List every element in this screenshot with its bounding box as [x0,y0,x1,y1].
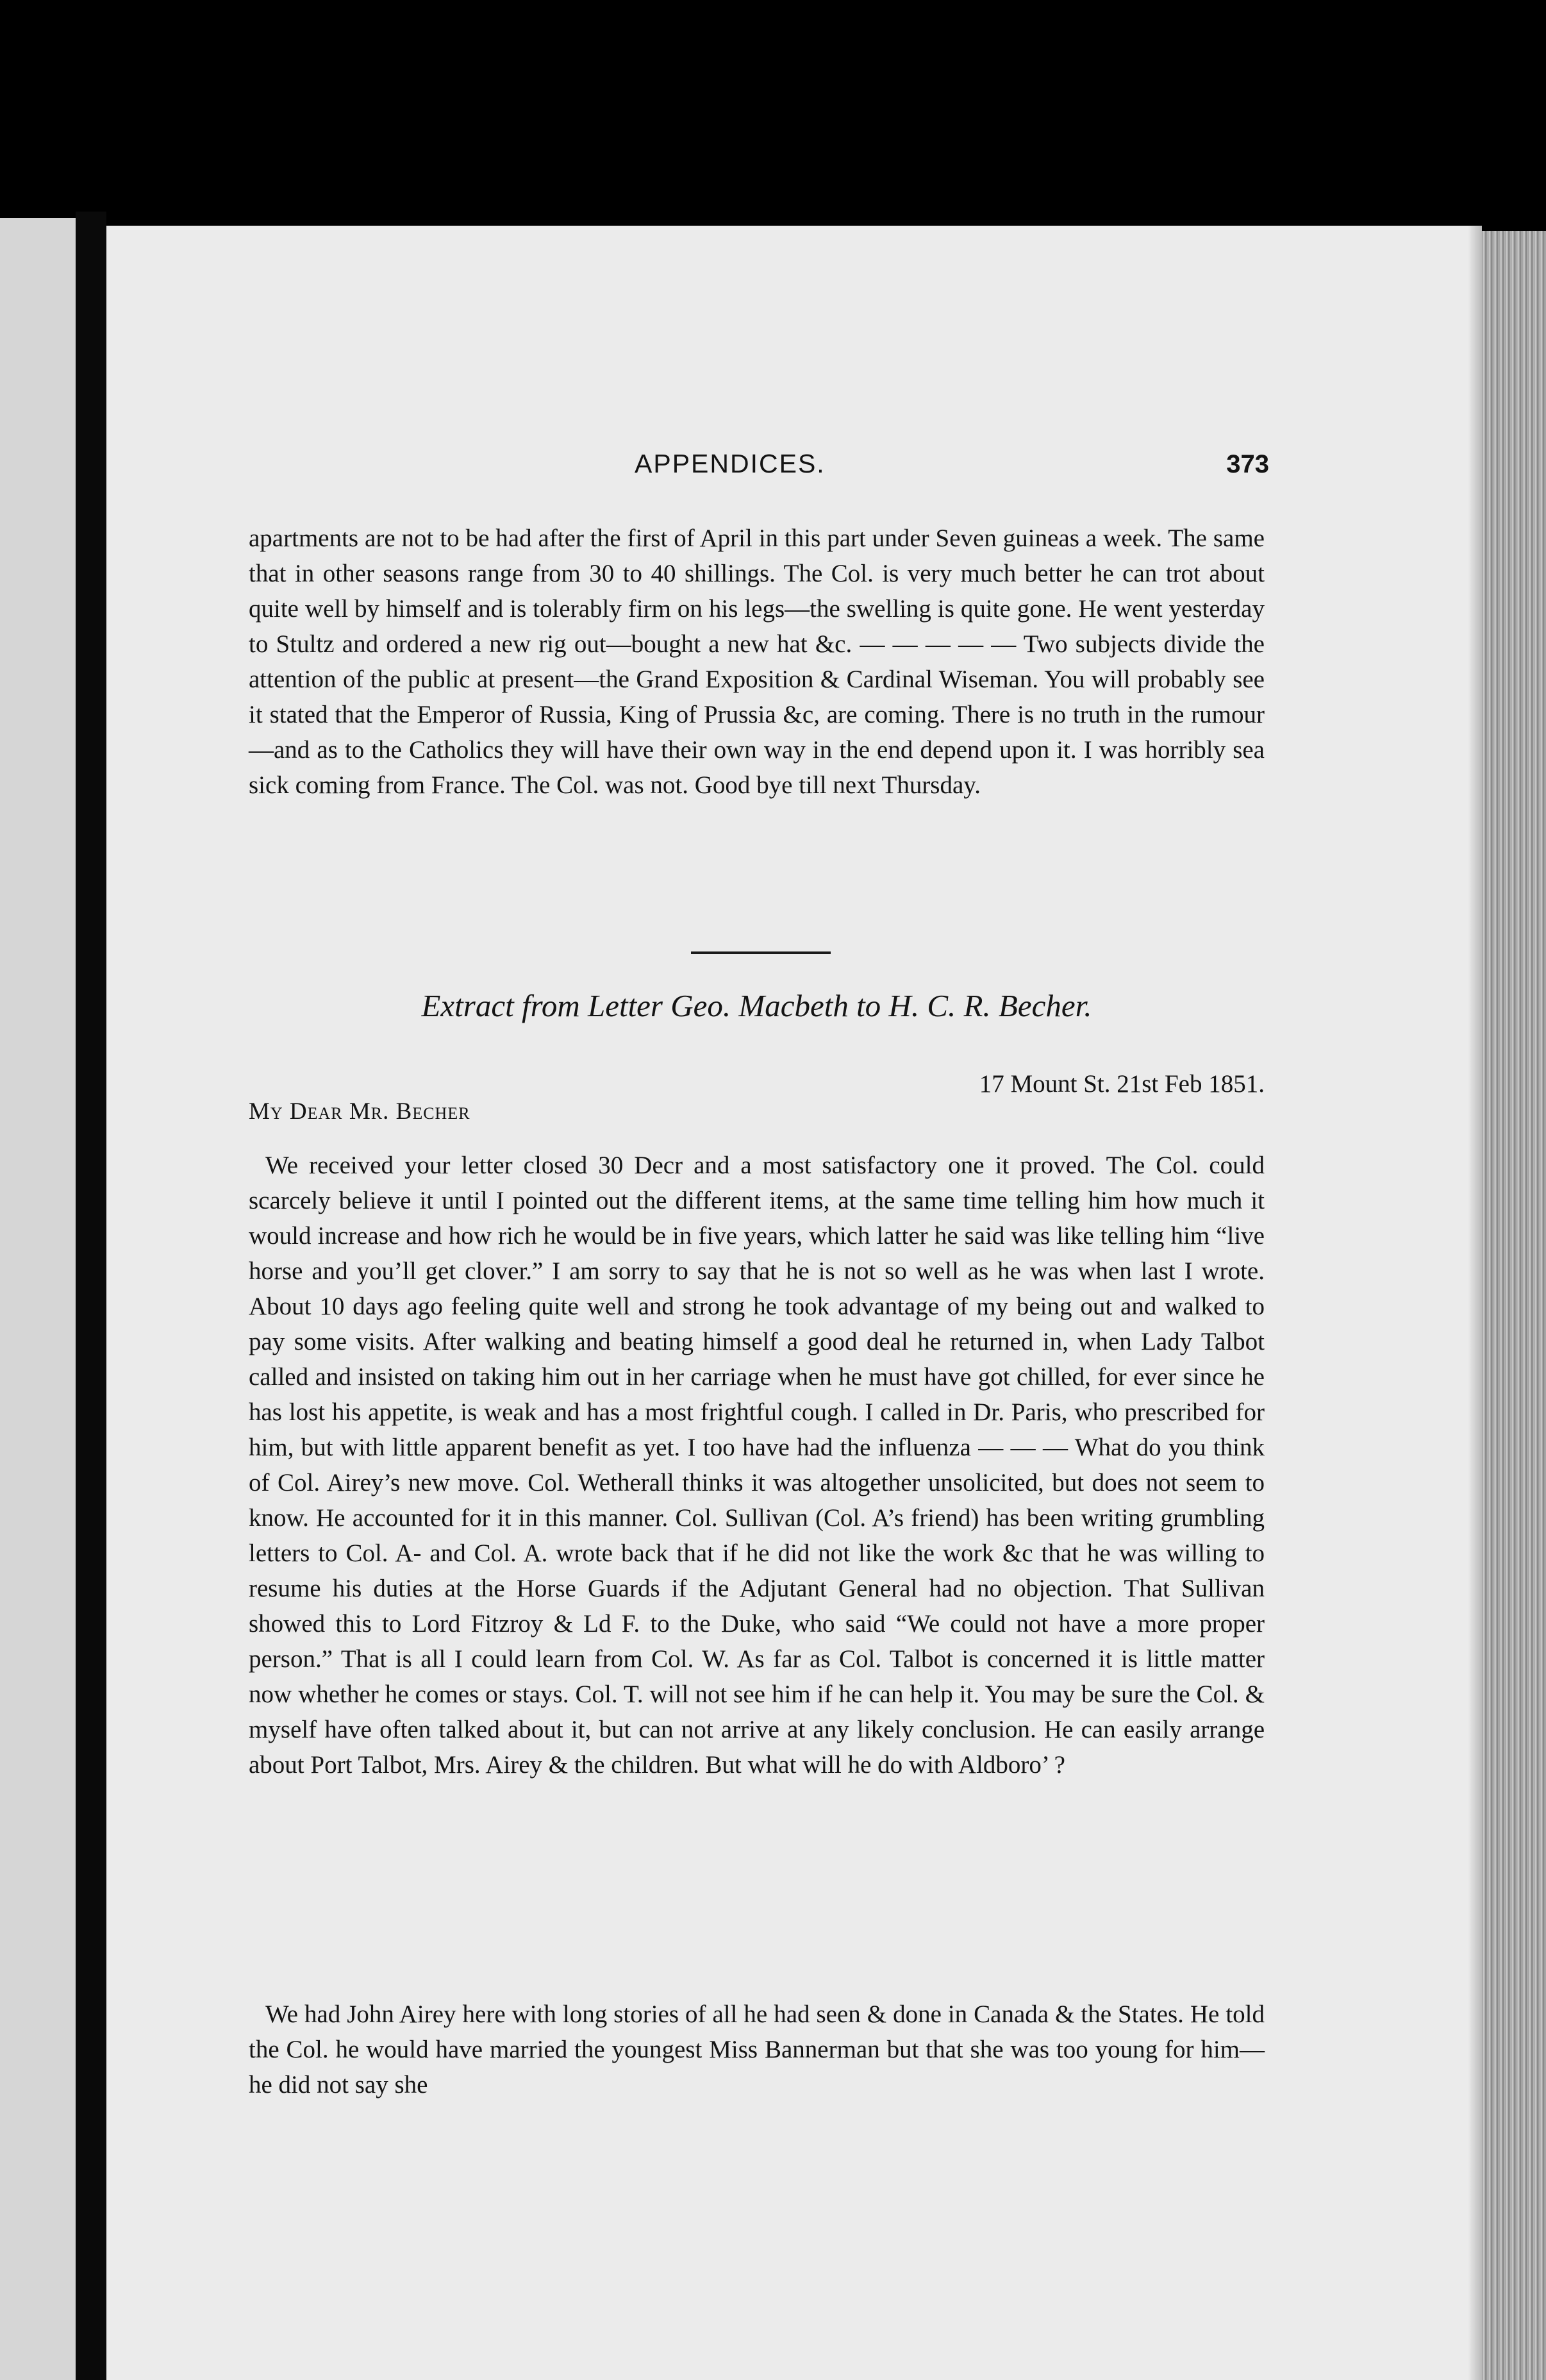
letter-paragraph: We had John Airey here with long stories of all he had seen & done in Canada & the States. He told the Col. he would have married the youngest Miss Bannerman but that she was too young for him—he did not say she [249,2000,1265,2099]
extract-heading: Extract from Letter Geo. Macbeth to H. C. R. Becher. [421,988,1092,1023]
book-gutter [76,212,106,2380]
page-edge-stack [1482,231,1546,2380]
continued-letter-paragraph: apartments are not to be had after the first of April in this part under Seven guineas a week. The same that in other seasons range from 30 to 40 shillings. The Col. is very much better he can trot about quite well by himself and is tolerably firm on his legs—the swelling is quite gone. He went yesterday to Stultz and ordered a new rig out—bought a new hat &c. — — — — — Two subjects divide the attention of the public at present—the Grand Exposition & Cardinal Wiseman. You will probably see it stated that the Emperor of Russia, King of Prussia &c, are coming. There is no truth in the rumour—and as to the Catholics they will have their own way in the end depend upon it. I was horribly sea sick coming from France. The Col. was not. Good bye till next Thursday. [249,524,1265,799]
page-number: 373 [1226,450,1269,478]
letter-salutation: My Dear Mr. Becher [249,1098,470,1125]
letter-dateline: 17 Mount St. 21st Feb 1851. [979,1070,1265,1098]
section-divider-rule [691,951,831,954]
letter-paragraph: We received your letter closed 30 Decr and a most satisfactory one it proved. The Col. could scarcely believe it until I pointed out the different items, at the same time telling him how much it would increase and how rich he would be in five years, which latter he said was like telling him “live horse and you’ll get clover.” I am sorry to say that he is not so well as he was when last I wrote. About 10 days ago feeling quite well and strong he took advantage of my being out and walked to pay some visits. After walking and beating himself a good deal he returned in, when Lady Talbot called and insisted on taking him out in her carriage when he must have got chilled, for ever since he has lost his appetite, is weak and has a most frightful cough. I called in Dr. Paris, who prescribed for him, but with little apparent benefit as yet. I too have had the influenza — — — What do you think of Col. Airey’s new move. Col. Wetherall thinks it was altogether unsolicited, but does not seem to know. He accounted for it in this manner. Col. Sullivan (Col. A’s friend) has been writing grumbling letters to Col. A- and Col. A. wrote back that if he did not like the work &c that he was willing to resume his duties at the Horse Guards if the Adjutant General had no objection. That Sullivan showed this to Lord Fitzroy & Ld F. to the Duke, who said “We could not have a more proper person.” That is all I could learn from Col. W. As far as Col. Talbot is concerned it is little matter now whether he comes or stays. Col. T. will not see him if he can help it. You may be sure the Col. & myself have often talked about it, but can not arrive at any likely conclusion. He can easily arrange about Port Talbot, Mrs. Airey & the children. But what will he do with Aldboro’ ? [249,1152,1265,1779]
facing-page-edge [0,218,76,2380]
running-head-title: APPENDICES. [635,449,826,478]
running-head [244,449,1269,487]
